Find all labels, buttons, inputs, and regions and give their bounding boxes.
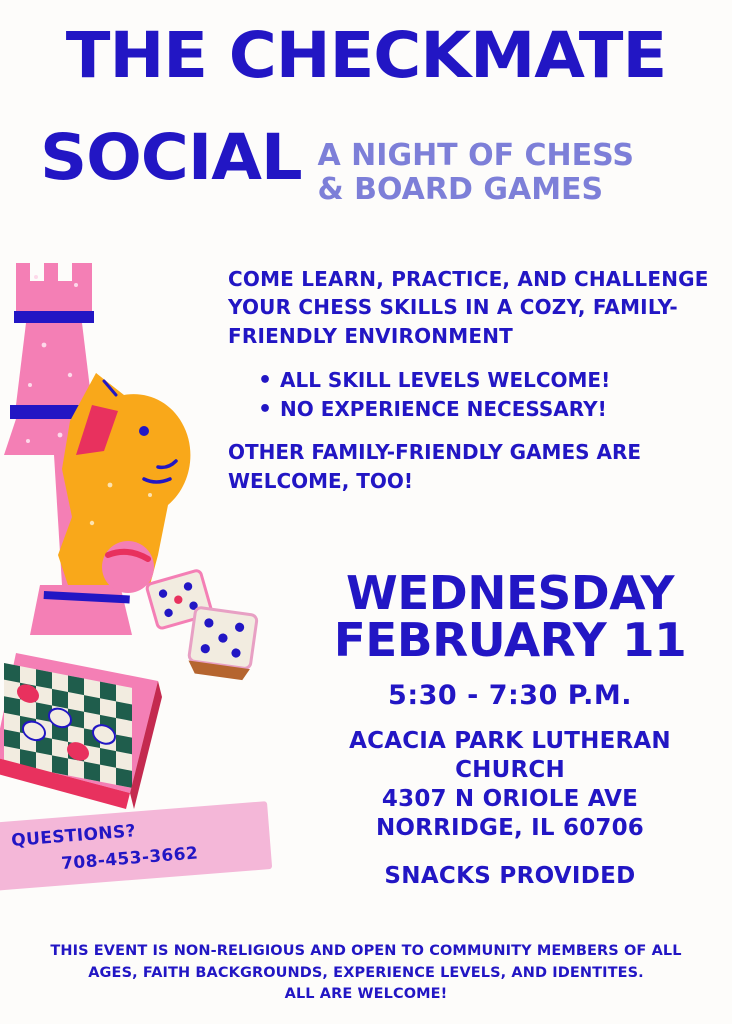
venue-block: [300, 727, 720, 843]
venue-name: ACACIA PARK LUTHERAN CHURCH: [349, 727, 671, 783]
list-item: • ALL SKILL LEVELS WELCOME!: [258, 366, 720, 395]
intro-paragraph: COME LEARN, PRACTICE, AND CHALLENGE YOUR CHESS SKILLS IN A COZY, FAMILY-FRIENDLY ENVIRONMENT: [228, 267, 709, 348]
highlights-list: [228, 366, 720, 424]
body-copy: [228, 265, 720, 495]
footer-line-3: ALL ARE WELCOME!: [284, 986, 448, 1003]
event-details: [300, 566, 720, 889]
event-day: WEDNESDAY: [345, 566, 675, 620]
chess-illustration: [0, 255, 260, 815]
footer-line-2: AGES, FAITH BACKGROUNDS, EXPERIENCE LEVELS, AND IDENTITES.: [88, 964, 644, 981]
questions-label: QUESTIONS?: [10, 821, 137, 851]
footer-line-1: THIS EVENT IS NON-RELIGIOUS AND OPEN TO COMMUNITY MEMBERS OF ALL: [50, 942, 682, 959]
footer-disclaimer: [0, 941, 732, 1006]
headline-row-2: [0, 121, 732, 207]
dice-icon: [146, 570, 257, 681]
event-date: FEBRUARY 11: [333, 612, 687, 667]
contact-phone[interactable]: 708-453-3662: [60, 843, 199, 875]
other-games-note: OTHER FAMILY-FRIENDLY GAMES ARE WELCOME, TOO!: [228, 440, 642, 493]
venue-city: NORRIDGE, IL 60706: [375, 814, 645, 841]
title-line-1: THE CHECKMATE: [65, 19, 667, 92]
poster-subtitle: A NIGHT OF CHESS & BOARD GAMES: [317, 138, 635, 207]
poster-headline: [0, 19, 732, 92]
title-line-2: SOCIAL: [40, 121, 302, 194]
list-item: • NO EXPERIENCE NECESSARY!: [258, 395, 720, 424]
snacks-note: SNACKS PROVIDED: [384, 862, 636, 889]
venue-street: 4307 N ORIOLE AVE: [381, 785, 639, 812]
checkerboard-icon: [0, 653, 162, 809]
event-time: 5:30 - 7:30 P.M.: [388, 679, 632, 711]
ball-shape: [102, 541, 154, 593]
